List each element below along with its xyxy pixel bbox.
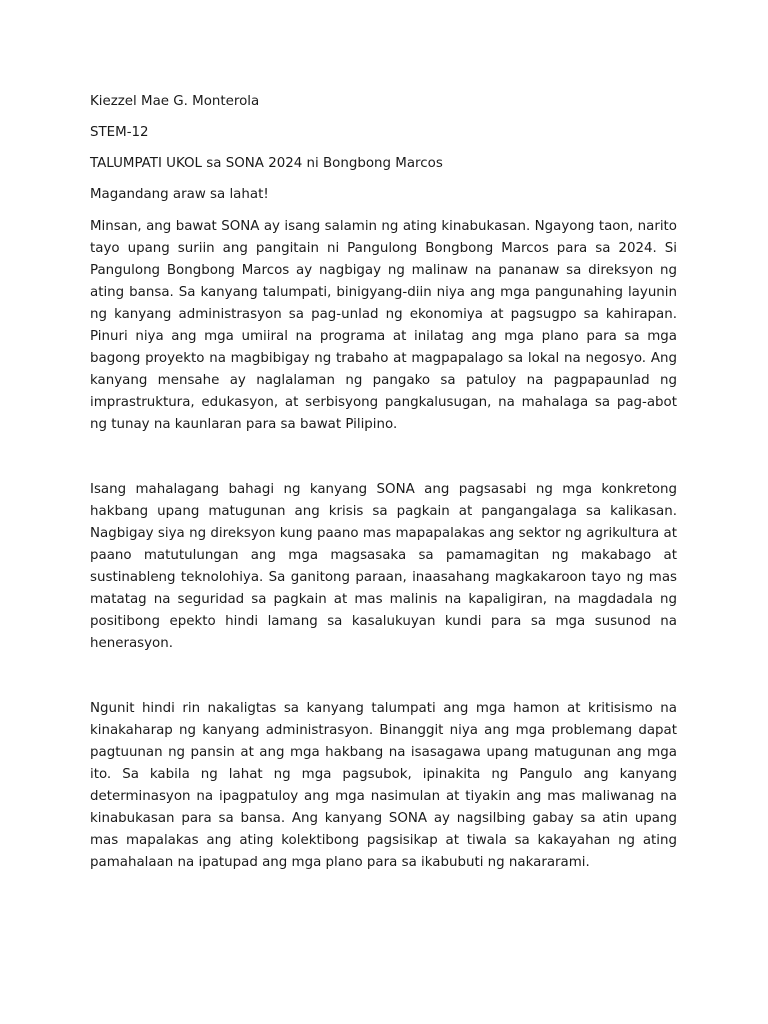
section-label: STEM-12 <box>90 125 149 140</box>
author-name: Kiezzel Mae G. Monterola <box>90 94 260 109</box>
greeting: Magandang araw sa lahat! <box>90 187 269 202</box>
document-page <box>90 92 677 874</box>
paragraph-3: Ngunit hindi rin nakaligtas sa kanyang talumpati ang mga hamon at kritisismo na kinakaharap ng kanyang administrasyon. Binanggit niya ang mga problemang dapat pagtuunan ng pansin at ang mga hakbang na isasagawa upang matugunan ang mga ito. Sa kabila ng lahat ng mga pagsubok, ipinakita ng Pangulo ang kanyang determinasyon na ipagpatuloy ang mga nasimulan at tiyakin ang mas maliwanag na kinabukasan para sa bansa. Ang kanyang SONA ay nagsilbing gabay sa atin upang mas mapalakas ang ating kolektibong pagsisikap at tiwala sa kakayahan ng ating pamahalaan na ipatupad ang mga plano para sa ikabubuti ng nakararami. <box>90 701 677 870</box>
paragraph-spacer <box>90 436 677 479</box>
paragraph-2: Isang mahalagang bahagi ng kanyang SONA ang pagsasabi ng mga konkretong hakbang upang matugunan ang krisis sa pagkain at pangangalaga sa kalikasan. Nagbigay siya ng direksyon kung paano mas mapapalakas ang sektor ng agrikultura at paano matutulungan ang mga magsasaka sa pamamagitan ng makabago at sustinableng teknolohiya. Sa ganitong paraan, inaasahang magkakaroon tayo ng mas matatag na seguridad sa pagkain at mas malinis na kapaligiran, na magdadala ng positibong epekto hindi lamang sa kasalukuyan kundi para sa mga susunod na henerasyon. <box>90 482 677 651</box>
paragraph-1: Minsan, ang bawat SONA ay isang salamin ng ating kinabukasan. Ngayong taon, narito tayo upang suriin ang pangitain ni Pangulong Bongbong Marcos para sa 2024. Si Pangulong Bongbong Marcos ay nagbigay ng malinaw na pananaw sa direksyon ng ating bansa. Sa kanyang talumpati, binigyang-diin niya ang mga pangunahing layunin ng kanyang administrasyon sa pag-unlad ng ekonomiya at pagsugpo sa kahirapan. Pinuri niya ang mga umiiral na programa at inilatag ang mga plano para sa mga bagong proyekto na magbibigay ng trabaho at magpapalago sa lokal na negosyo. Ang kanyang mensahe ay naglalaman ng pangako sa patuloy na pagpapaunlad ng imprastruktura, edukasyon, at serbisyong pangkalusugan, na mahalaga sa pag-abot ng tunay na kaunlaran para sa bawat Pilipino. <box>90 219 677 432</box>
paragraph-spacer <box>90 655 677 698</box>
document-title: TALUMPATI UKOL sa SONA 2024 ni Bongbong Marcos <box>90 156 443 171</box>
